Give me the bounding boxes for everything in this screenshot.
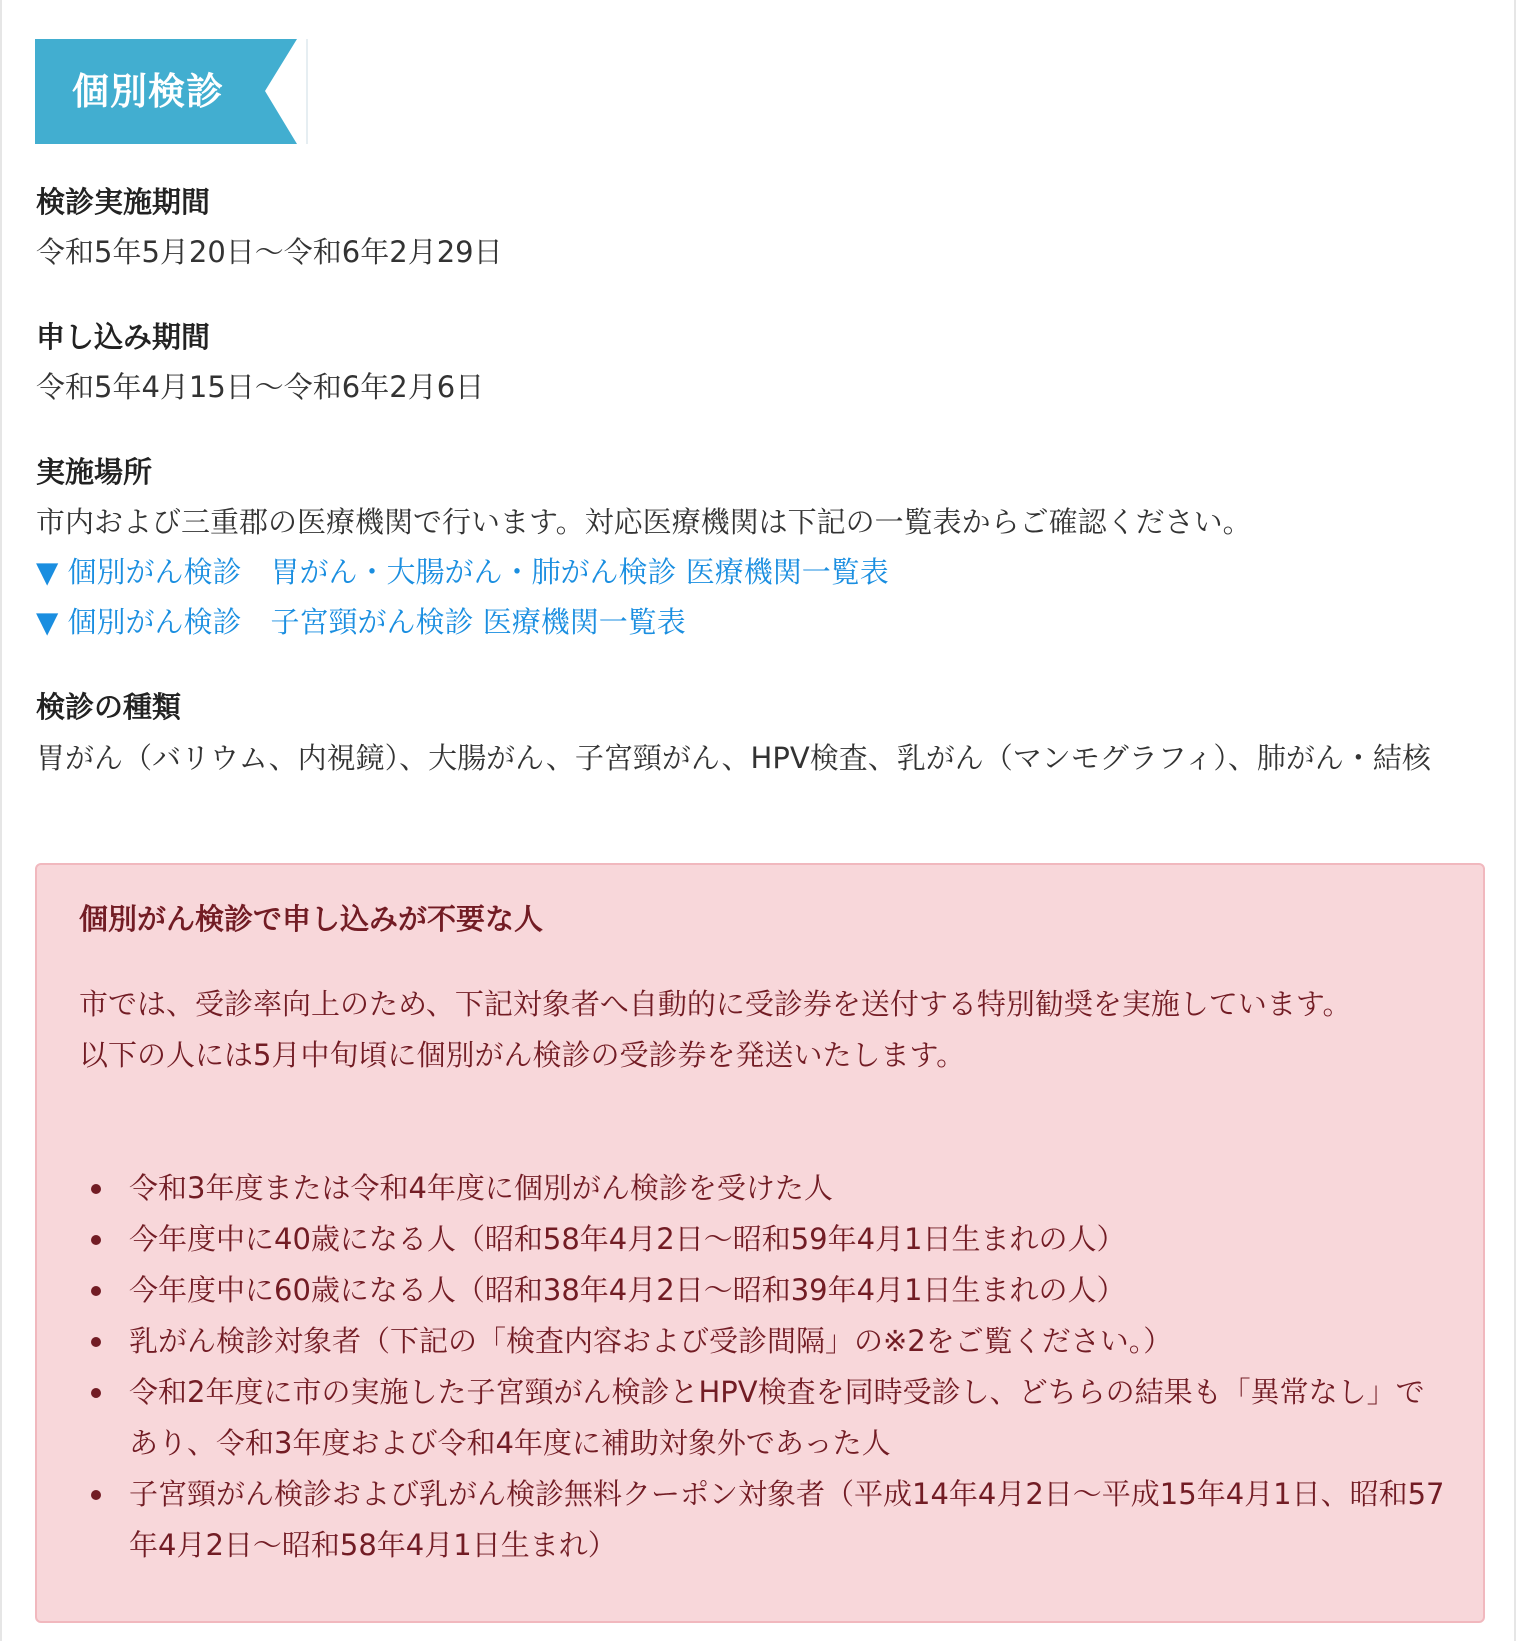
location-value: 市内および三重郡の医療機関で行います。対応医療機関は下記の一覧表からご確認ください。 (36, 505, 1252, 539)
list-item-text: 令和3年度または令和4年度に個別がん検診を受けた人 (129, 1171, 833, 1205)
section-heading-banner (35, 39, 315, 144)
period-value: 令和5年5月20日〜令和6年2月29日 (36, 235, 503, 269)
list-item-text: 今年度中に40歳になる人（昭和58年4月2日〜昭和59年4月1日生まれの人） (129, 1222, 1126, 1256)
period-label: 検診実施期間 (36, 185, 211, 219)
list-item-text: 今年度中に60歳になる人（昭和38年4月2日〜昭和39年4月1日生まれの人） (129, 1273, 1126, 1307)
types-label: 検診の種類 (36, 690, 182, 724)
bullet-icon (91, 1490, 101, 1500)
bullet-icon (91, 1286, 101, 1296)
link-stomach-colon-lung-institutions[interactable]: ▼ 個別がん検診 胃がん・大腸がん・肺がん検診 医療機関一覧表 (36, 555, 889, 589)
application-value: 令和5年4月15日〜令和6年2月6日 (36, 370, 485, 404)
notice-paragraph (79, 979, 1409, 1081)
location-label: 実施場所 (36, 455, 153, 489)
notice-paragraph-2: 以下の人には5月中旬頃に個別がん検診の受診券を発送いたします。 (79, 1038, 966, 1072)
list-item (79, 1214, 1449, 1265)
bullet-icon (91, 1337, 101, 1347)
notice-box (35, 863, 1485, 1623)
list-item (79, 1163, 1449, 1214)
list-item (79, 1469, 1449, 1571)
list-item (79, 1265, 1449, 1316)
notice-paragraph-1: 市では、受診率向上のため、下記対象者へ自動的に受診券を送付する特別勧奨を実施しています。 (79, 987, 1352, 1021)
notice-title: 個別がん検診で申し込みが不要な人 (79, 902, 544, 936)
application-label: 申し込み期間 (36, 320, 211, 354)
page-title: 個別検診 (72, 70, 224, 113)
types-value: 胃がん（バリウム、内視鏡）、大腸がん、子宮頸がん、HPV検査、乳がん（マンモグラフィ）、肺がん・結核 (36, 741, 1431, 775)
list-item-text: 子宮頸がん検診および乳がん検診無料クーポン対象者（平成14年4月2日〜平成15年4月1日、昭和57年4月2日〜昭和58年4月1日生まれ） (129, 1477, 1445, 1562)
bullet-icon (91, 1388, 101, 1398)
list-item (79, 1367, 1449, 1469)
list-item-text: 令和2年度に市の実施した子宮頸がん検診とHPV検査を同時受診し、どちらの結果も「異常なし」であり、令和3年度および令和4年度に補助対象外であった人 (129, 1375, 1425, 1460)
notice-list (79, 1163, 1449, 1571)
link-cervical-institutions[interactable]: ▼ 個別がん検診 子宮頸がん検診 医療機関一覧表 (36, 605, 686, 639)
bullet-icon (91, 1235, 101, 1245)
bullet-icon (91, 1184, 101, 1194)
list-item (79, 1316, 1449, 1367)
list-item-text: 乳がん検診対象者（下記の「検査内容および受診間隔」の※2をご覧ください。） (129, 1324, 1173, 1358)
